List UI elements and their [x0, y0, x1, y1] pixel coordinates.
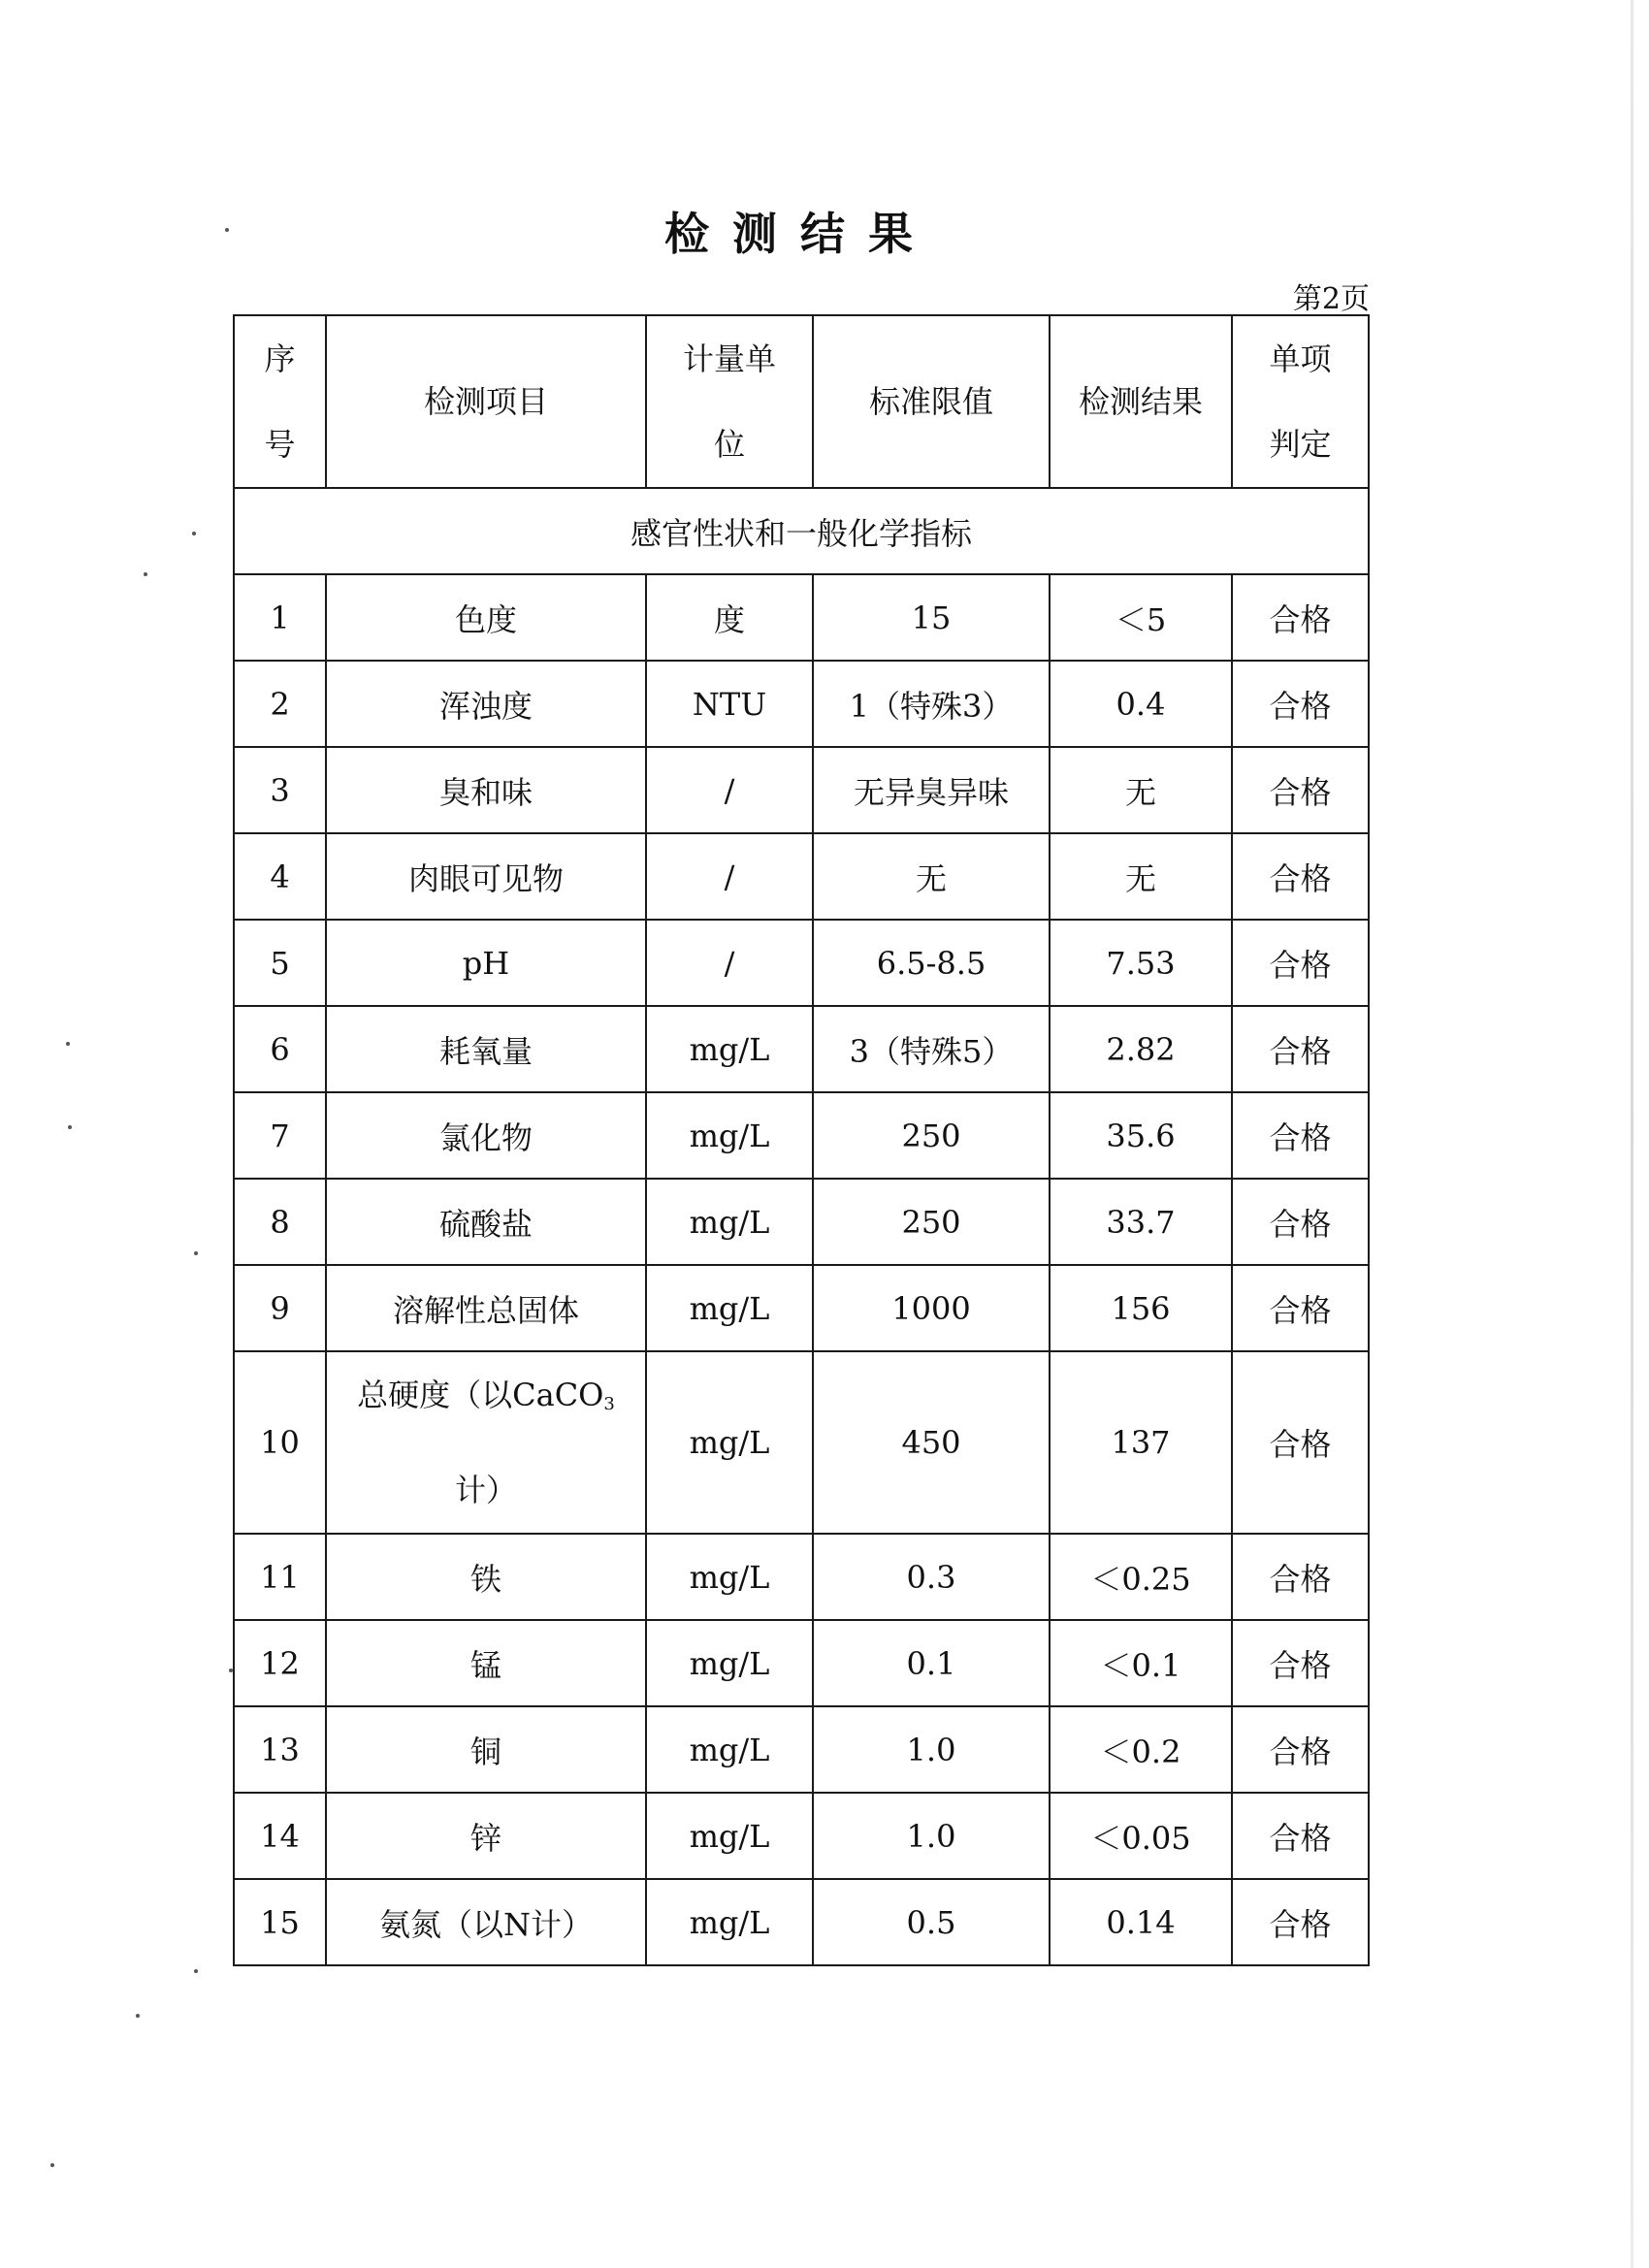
cell-verdict: 合格 [1232, 747, 1369, 833]
cell-seq: 12 [234, 1620, 326, 1706]
cell-limit: 1000 [813, 1265, 1050, 1351]
table-row [234, 1534, 1369, 1620]
cell-seq: 6 [234, 1006, 326, 1092]
cell-result: ＜0.2 [1050, 1706, 1232, 1793]
header-verdict-line2: 判定 [1269, 426, 1332, 463]
cell-unit: 度 [646, 574, 813, 661]
table-row [234, 833, 1369, 920]
cell-item: 色度 [326, 574, 646, 661]
cell-seq: 5 [234, 920, 326, 1006]
cell-verdict: 合格 [1232, 920, 1369, 1006]
cell-verdict: 合格 [1232, 1534, 1369, 1620]
table-header [234, 315, 1369, 488]
cell-verdict: 合格 [1232, 1092, 1369, 1179]
cell-verdict: 合格 [1232, 1706, 1369, 1793]
cell-limit: 0.3 [813, 1534, 1050, 1620]
cell-seq: 3 [234, 747, 326, 833]
cell-verdict: 合格 [1232, 574, 1369, 661]
cell-seq: 2 [234, 661, 326, 747]
cell-limit: 无异臭异味 [813, 747, 1050, 833]
header-result: 检测结果 [1050, 315, 1232, 488]
cell-item: 氯化物 [326, 1092, 646, 1179]
cell-item: 锰 [326, 1620, 646, 1706]
cell-limit: 6.5-8.5 [813, 920, 1050, 1006]
cell-limit: 1.0 [813, 1793, 1050, 1879]
table-row [234, 661, 1369, 747]
table-row [234, 1706, 1369, 1793]
table-row [234, 1879, 1369, 1965]
cell-result: 33.7 [1050, 1179, 1232, 1265]
cell-result: 无 [1050, 833, 1232, 920]
cell-seq: 4 [234, 833, 326, 920]
cell-result: 156 [1050, 1265, 1232, 1351]
table-row [234, 1265, 1369, 1351]
cell-seq: 14 [234, 1793, 326, 1879]
header-unit-line1: 计量单 [682, 340, 776, 377]
header-verdict-line1: 单项 [1269, 340, 1332, 377]
table-row [234, 1179, 1369, 1265]
cell-result: 2.82 [1050, 1006, 1232, 1092]
header-seq [234, 315, 326, 488]
cell-unit: mg/L [646, 1351, 813, 1534]
cell-item: 硫酸盐 [326, 1179, 646, 1265]
cell-item: 臭和味 [326, 747, 646, 833]
header-unit-line2: 位 [713, 426, 745, 463]
table-row [234, 574, 1369, 661]
cell-unit: mg/L [646, 1092, 813, 1179]
cell-unit: NTU [646, 661, 813, 747]
cell-verdict: 合格 [1232, 1179, 1369, 1265]
cell-verdict: 合格 [1232, 661, 1369, 747]
cell-result: 7.53 [1050, 920, 1232, 1006]
cell-result: 0.4 [1050, 661, 1232, 747]
cell-result: 35.6 [1050, 1092, 1232, 1179]
item-suffix: 计） [454, 1472, 517, 1508]
cell-limit: 250 [813, 1092, 1050, 1179]
cell-item: 氨氮（以N计） [326, 1879, 646, 1965]
cell-verdict: 合格 [1232, 1793, 1369, 1879]
header-item: 检测项目 [326, 315, 646, 488]
cell-verdict: 合格 [1232, 833, 1369, 920]
table-row [234, 1092, 1369, 1179]
cell-limit: 3（特殊5） [813, 1006, 1050, 1092]
cell-limit: 0.1 [813, 1620, 1050, 1706]
cell-seq: 13 [234, 1706, 326, 1793]
item-prefix: 总硬度（以CaCO [357, 1377, 604, 1413]
cell-item: 浑浊度 [326, 661, 646, 747]
cell-seq: 15 [234, 1879, 326, 1965]
cell-limit: 0.5 [813, 1879, 1050, 1965]
cell-result: 0.14 [1050, 1879, 1232, 1965]
table-row [234, 1620, 1369, 1706]
cell-seq: 10 [234, 1351, 326, 1534]
table-row [234, 920, 1369, 1006]
cell-unit: mg/L [646, 1265, 813, 1351]
section-title: 感官性状和一般化学指标 [234, 488, 1369, 574]
cell-result: ＜0.05 [1050, 1793, 1232, 1879]
cell-item: 铜 [326, 1706, 646, 1793]
page-number: 第2页 [1292, 282, 1370, 316]
cell-verdict: 合格 [1232, 1265, 1369, 1351]
header-seq-line2: 号 [264, 426, 296, 463]
cell-item [326, 1351, 646, 1534]
section-row [234, 488, 1369, 574]
cell-unit: mg/L [646, 1793, 813, 1879]
cell-verdict: 合格 [1232, 1620, 1369, 1706]
cell-unit: mg/L [646, 1179, 813, 1265]
cell-verdict: 合格 [1232, 1351, 1369, 1534]
cell-verdict: 合格 [1232, 1879, 1369, 1965]
cell-seq: 1 [234, 574, 326, 661]
cell-unit: mg/L [646, 1534, 813, 1620]
cell-unit: mg/L [646, 1006, 813, 1092]
cell-limit: 1.0 [813, 1706, 1050, 1793]
table-row [234, 1793, 1369, 1879]
cell-seq: 8 [234, 1179, 326, 1265]
table-row [234, 1006, 1369, 1092]
cell-result: ＜0.25 [1050, 1534, 1232, 1620]
cell-verdict: 合格 [1232, 1006, 1369, 1092]
cell-unit: mg/L [646, 1620, 813, 1706]
cell-item: 铁 [326, 1534, 646, 1620]
cell-result: ＜5 [1050, 574, 1232, 661]
cell-item: 肉眼可见物 [326, 833, 646, 920]
cell-seq: 7 [234, 1092, 326, 1179]
header-unit [646, 315, 813, 488]
item-subscript: 3 [603, 1394, 615, 1414]
cell-item: pH [326, 920, 646, 1006]
cell-limit: 250 [813, 1179, 1050, 1265]
cell-result: 137 [1050, 1351, 1232, 1534]
table-row [234, 747, 1369, 833]
cell-unit: mg/L [646, 1706, 813, 1793]
cell-result: ＜0.1 [1050, 1620, 1232, 1706]
cell-seq: 11 [234, 1534, 326, 1620]
cell-limit: 1（特殊3） [813, 661, 1050, 747]
header-limit: 标准限值 [813, 315, 1050, 488]
table-row [234, 1351, 1369, 1534]
results-table [233, 314, 1370, 1966]
cell-unit: / [646, 920, 813, 1006]
cell-limit: 15 [813, 574, 1050, 661]
header-verdict [1232, 315, 1369, 488]
cell-item: 耗氧量 [326, 1006, 646, 1092]
cell-limit: 450 [813, 1351, 1050, 1534]
cell-limit: 无 [813, 833, 1050, 920]
cell-result: 无 [1050, 747, 1232, 833]
cell-item: 溶解性总固体 [326, 1265, 646, 1351]
cell-unit: mg/L [646, 1879, 813, 1965]
header-seq-line1: 序 [264, 340, 296, 377]
cell-item: 锌 [326, 1793, 646, 1879]
cell-unit: / [646, 833, 813, 920]
page-title: 检测结果 [664, 208, 936, 260]
cell-unit: / [646, 747, 813, 833]
scan-edge [1631, 0, 1633, 2268]
cell-seq: 9 [234, 1265, 326, 1351]
